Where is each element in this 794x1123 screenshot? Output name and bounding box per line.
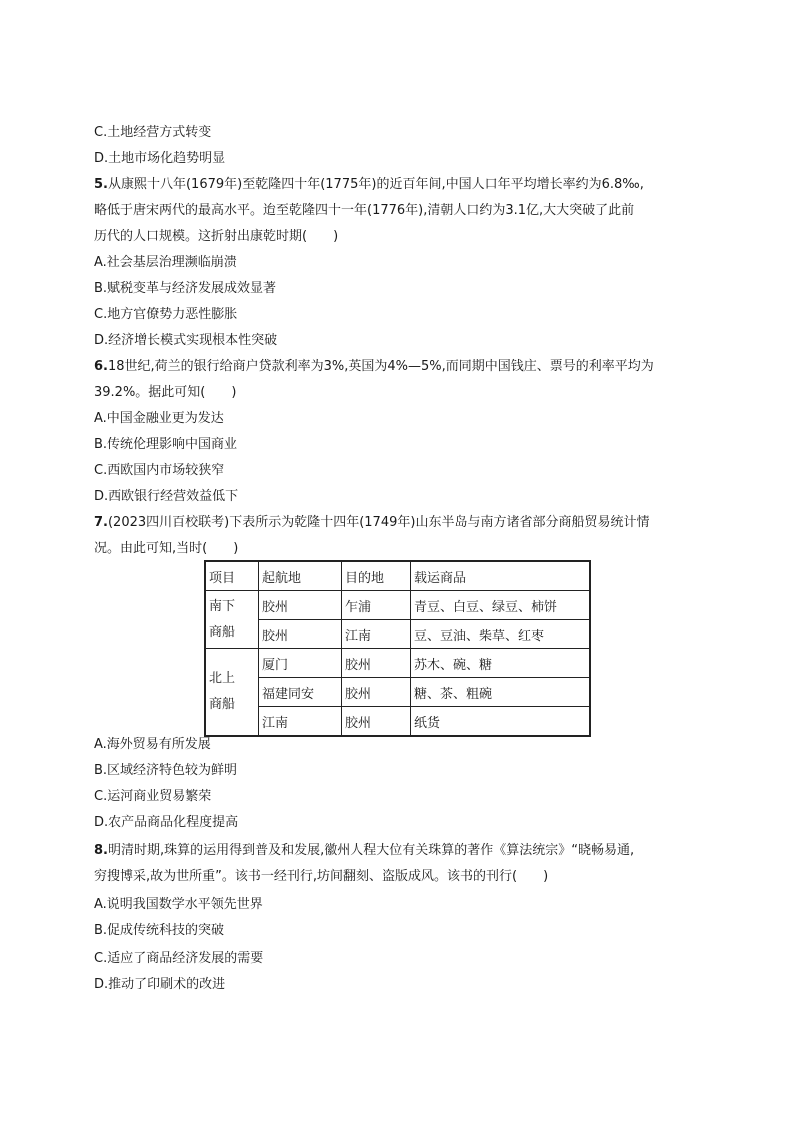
table-row (205, 591, 590, 620)
table-group-south (205, 591, 259, 649)
group-south-line-2: 商船 (209, 624, 236, 640)
table-group-north (205, 649, 259, 737)
table-header-cell: 目的地 (342, 561, 411, 591)
table-row (205, 707, 590, 737)
q7-line-1 (94, 514, 649, 532)
table-header-cell: 载运商品 (411, 561, 591, 591)
group-north-line-1: 北上 (209, 671, 236, 686)
q8-option-b: B.促成传统科技的突破 (94, 923, 225, 938)
q7-text-1: (2023四川百校联考)下表所示为乾隆十四年(1749年)山东半岛与南方诸省部分商船贸易统计情 (107, 515, 650, 530)
q7-option-b: B.区域经济特色较为鲜明 (94, 763, 238, 778)
q7-line-2: 况。由此可知,当时( ) (94, 541, 239, 556)
q6-option-d: D.西欧银行经营效益低下 (94, 489, 239, 504)
q8-number: 8. (94, 843, 108, 858)
q5-option-d: D.经济增长模式实现根本性突破 (94, 333, 278, 348)
q5-option-a: A.社会基层治理濒临崩溃 (94, 255, 237, 270)
q7-option-c: C.运河商业贸易繁荣 (94, 789, 212, 804)
q7-number: 7. (94, 515, 108, 530)
table-cell: 糖、茶、粗碗 (411, 678, 591, 707)
q5-number: 5. (94, 177, 108, 192)
prev-option-d: D.土地市场化趋势明显 (94, 151, 226, 166)
table-cell: 乍浦 (342, 591, 411, 620)
q8-text-1: 明清时期,珠算的运用得到普及和发展,徽州人程大位有关珠算的著作《算法统宗》“晓畅易通, (107, 843, 635, 858)
table-cell: 厦门 (259, 649, 342, 678)
q5-line-3: 历代的人口规模。这折射出康乾时期( ) (94, 229, 339, 244)
table-cell: 青豆、白豆、绿豆、柿饼 (411, 591, 591, 620)
q6-line-1 (94, 358, 654, 376)
q6-option-c: C.西欧国内市场较狭窄 (94, 463, 225, 478)
trade-table (204, 560, 591, 737)
table-cell: 胶州 (342, 678, 411, 707)
q8-line-1 (94, 842, 634, 860)
q7-option-a: A.海外贸易有所发展 (94, 737, 211, 752)
q6-option-b: B.传统伦理影响中国商业 (94, 437, 238, 452)
table-header-cell: 起航地 (259, 561, 342, 591)
table-row (205, 678, 590, 707)
table-cell: 胶州 (342, 649, 411, 678)
table-row (205, 649, 590, 678)
q5-line-2: 略低于唐宋两代的最高水平。迨至乾隆四十一年(1776年),清朝人口约为3.1亿,大大突破了此前 (94, 203, 635, 218)
table-cell: 胶州 (259, 620, 342, 649)
table-header-row (205, 561, 590, 591)
group-north-line-2: 商船 (209, 697, 236, 712)
q5-option-c: C.地方官僚势力恶性膨胀 (94, 307, 238, 322)
q5-text-1: 从康熙十八年(1679年)至乾隆四十年(1775年)的近百年间,中国人口年平均增长率约为6.8‰, (107, 177, 644, 192)
q6-option-a: A.中国金融业更为发达 (94, 411, 224, 426)
table-cell: 福建同安 (259, 678, 342, 707)
q8-option-a: A.说明我国数学水平领先世界 (94, 897, 263, 912)
table-cell: 纸货 (411, 707, 591, 737)
q8-option-c: C.适应了商品经济发展的需要 (94, 951, 264, 966)
table-header-cell: 项目 (205, 561, 259, 591)
prev-option-c: C.土地经营方式转变 (94, 125, 212, 140)
table-cell: 江南 (259, 707, 342, 737)
table-cell: 豆、豆油、柴草、红枣 (411, 620, 591, 649)
q6-text-1: 18世纪,荷兰的银行给商户贷款利率为3%,英国为4%—5%,而同期中国钱庄、票号的利率平均为 (107, 359, 654, 374)
group-south-line-1: 南下 (209, 598, 236, 614)
q5-option-b: B.赋税变革与经济发展成效显著 (94, 281, 277, 296)
q6-number: 6. (94, 359, 108, 374)
q7-option-d: D.农产品商品化程度提高 (94, 815, 239, 830)
q5-line-1 (94, 176, 644, 194)
table-row (205, 620, 590, 649)
q8-option-d: D.推动了印刷术的改进 (94, 977, 226, 992)
table-cell: 江南 (342, 620, 411, 649)
q6-line-2: 39.2%。据此可知( ) (94, 385, 237, 400)
q8-line-2: 穷搜博采,故为世所重”。该书一经刊行,坊间翻刻、盗版成风。该书的刊行( ) (94, 869, 549, 884)
table-cell: 苏木、碗、糖 (411, 649, 591, 678)
table-cell: 胶州 (342, 707, 411, 737)
table-cell: 胶州 (259, 591, 342, 620)
